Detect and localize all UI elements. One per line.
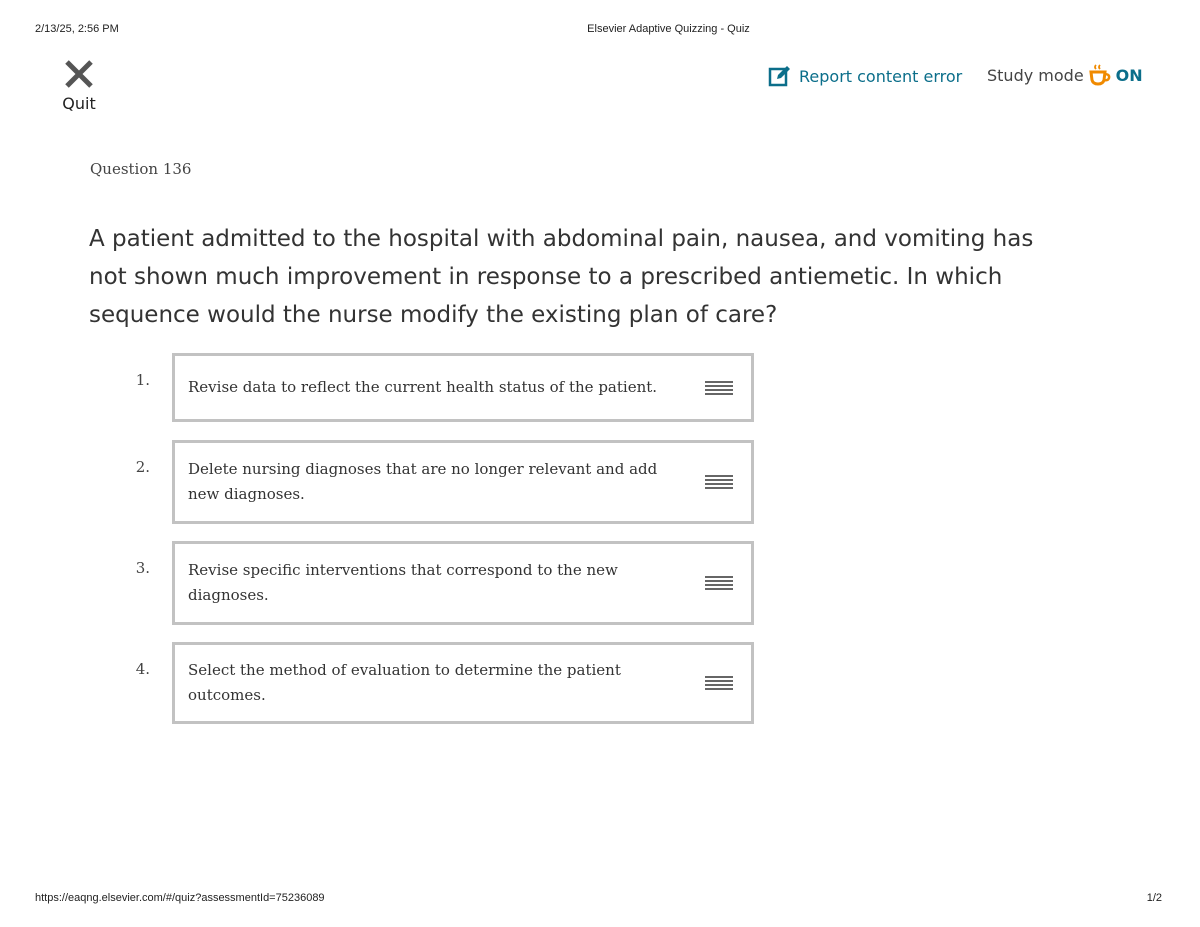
answer-list: [120, 353, 760, 726]
answer-item: [120, 642, 760, 726]
study-mode-label: Study mode: [987, 65, 1084, 85]
coffee-cup-icon: [1089, 64, 1111, 86]
answer-draggable-box[interactable]: [172, 440, 754, 524]
question-text: A patient admitted to the hospital with abdominal pain, nausea, and vomiting has not shown much improvement in response to a prescribed antiemetic. In which sequence would the nurse modify the existing plan of care?: [89, 226, 1034, 328]
answer-item: [120, 541, 760, 642]
study-mode-toggle[interactable]: [987, 64, 1143, 86]
answer-text: Revise specific interventions that correspond to the new diagnoses.: [188, 561, 618, 604]
quit-label: Quit: [62, 94, 96, 113]
answer-draggable-box[interactable]: [172, 541, 754, 625]
print-page-indicator: 1/2: [1146, 892, 1162, 904]
print-page-title: Elsevier Adaptive Quizzing - Quiz: [587, 23, 750, 35]
edit-icon: [768, 64, 792, 88]
answer-item: [120, 353, 760, 440]
question-number: Question 136: [90, 160, 192, 178]
drag-handle-icon[interactable]: [705, 676, 733, 690]
answer-text: Select the method of evaluation to determine the patient outcomes.: [188, 661, 621, 704]
answer-draggable-box[interactable]: [172, 353, 754, 422]
answer-number: 2.: [135, 458, 150, 476]
answer-item: [120, 440, 760, 541]
close-icon: [63, 58, 95, 90]
report-content-error-label: Report content error: [799, 66, 963, 86]
print-url: https://eaqng.elsevier.com/#/quiz?assessmentId=75236089: [35, 892, 325, 904]
answer-text: Delete nursing diagnoses that are no longer relevant and add new diagnoses.: [188, 460, 658, 503]
report-content-error-link[interactable]: [768, 64, 962, 88]
answer-text: Revise data to reflect the current health status of the patient.: [188, 378, 658, 396]
quit-button[interactable]: [56, 58, 102, 113]
drag-handle-icon[interactable]: [705, 475, 733, 489]
answer-number: 1.: [135, 371, 150, 389]
study-mode-state: ON: [1115, 65, 1143, 85]
answer-number: 3.: [135, 559, 150, 577]
drag-handle-icon[interactable]: [705, 576, 733, 590]
answer-draggable-box[interactable]: [172, 642, 754, 724]
print-datetime: 2/13/25, 2:56 PM: [35, 23, 119, 35]
answer-number: 4.: [135, 660, 150, 678]
drag-handle-icon[interactable]: [705, 381, 733, 395]
